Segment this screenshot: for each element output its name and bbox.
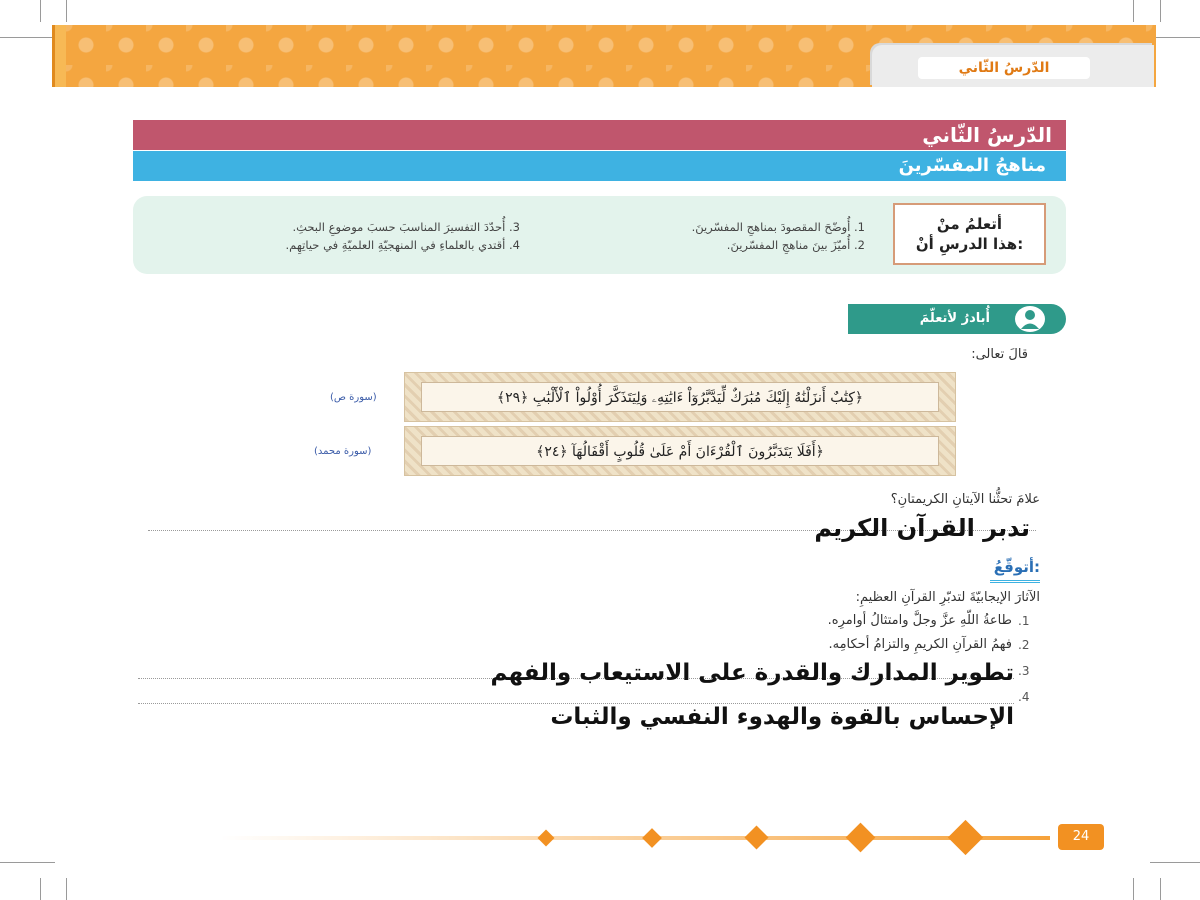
verse-text: ﴿كِتَٰبٌ أَنزَلْنَٰهُ إِلَيْكَ مُبَٰرَكٌ لِّيَدَّبَّرُوٓاْ ءَايَٰتِهِۦ وَلِيَتَذَكَّرَ أُوْلُواْ ٱلْأَلْبَٰبِ ﴿٢٩﴾ [421,382,939,412]
crop-mark [40,878,41,900]
person-icon [1015,306,1045,332]
verse-frame [404,372,956,422]
lesson-title: الدّرسُ الثّاني [133,120,1066,150]
objectives-heading-line1: أتعلمُ منْ [936,215,1003,233]
section-badge-label: أُبادرُ لأتعلّمَ [919,311,990,326]
crop-mark [40,0,41,22]
expect-label: أتوقّعُ: [990,558,1040,583]
objective-item: 1. أُوضّحَ المقصودَ بمناهجِ المفسّرينَ. [691,220,865,234]
list-number: .1 [1018,614,1030,628]
list-number: .4 [1018,690,1030,704]
crop-mark [66,0,67,22]
star-ornament [744,825,768,849]
surah-reference: (سورة ص) [330,392,377,403]
crop-mark [0,37,55,38]
objective-item: 3. أُحدّدَ التفسيرَ المناسبَ حسبَ موضوعِ البحثِ. [292,220,520,234]
page-number: 24 [1058,824,1104,850]
star-ornament [538,830,555,847]
objective-item: 4. أقتدي بالعلماءِ في المنهجيّةِ العلميّةِ في حياتِهِم. [285,238,520,252]
list-number: .3 [1018,664,1030,678]
objectives-heading [893,203,1046,265]
list-number: .2 [1018,638,1030,652]
star-ornament [846,823,876,853]
handwritten-answer: تطوير المدارك والقدرة على الاستيعاب والفهم [490,660,1014,686]
crop-mark [1133,878,1134,900]
crop-mark [1150,37,1200,38]
crop-mark [1160,0,1161,22]
objectives-heading-line2: هذا الدرسِ أنْ: [915,235,1024,253]
expect-intro: الآثارَ الإيجابيّةَ لتدبّرِ القرآنِ العظيمِ: [855,590,1040,605]
crop-mark [0,862,55,863]
footer-line [220,836,1050,840]
star-ornament [642,828,662,848]
question-text: علامَ تحثُّنا الآيتانِ الكريمتانِ؟ [890,492,1040,507]
list-item: طاعةُ اللّهِ عزَّ وجلَّ وامتثالُ أوامرِه. [827,613,1012,628]
crop-mark [1133,0,1134,22]
handwritten-answer: الإحساس بالقوة والهدوء النفسي والثبات [550,704,1014,730]
verse-frame [404,426,956,476]
list-item: فهمُ القرآنِ الكريمِ والتزامُ أحكامِه. [828,637,1012,652]
crop-mark [1160,878,1161,900]
handwritten-answer: تدبر القرآن الكريم [814,514,1030,542]
surah-reference: (سورة محمد) [314,446,372,457]
header-tab-label: الدّرسُ الثّاني [918,57,1090,79]
crop-mark [66,878,67,900]
verse-text: ﴿أَفَلَا يَتَدَبَّرُونَ ٱلْقُرْءَانَ أَمْ عَلَىٰ قُلُوبٍ أَقْفَالُهَآ ﴿٢٤﴾ [421,436,939,466]
objective-item: 2. أُميّزَ بينَ مناهجِ المفسّرينَ. [726,238,865,252]
verses-intro: قالَ تعالى: [971,347,1028,362]
lesson-topic: مناهجُ المفسّرينَ [133,151,1066,181]
star-ornament [948,820,983,855]
crop-mark [1150,862,1200,863]
